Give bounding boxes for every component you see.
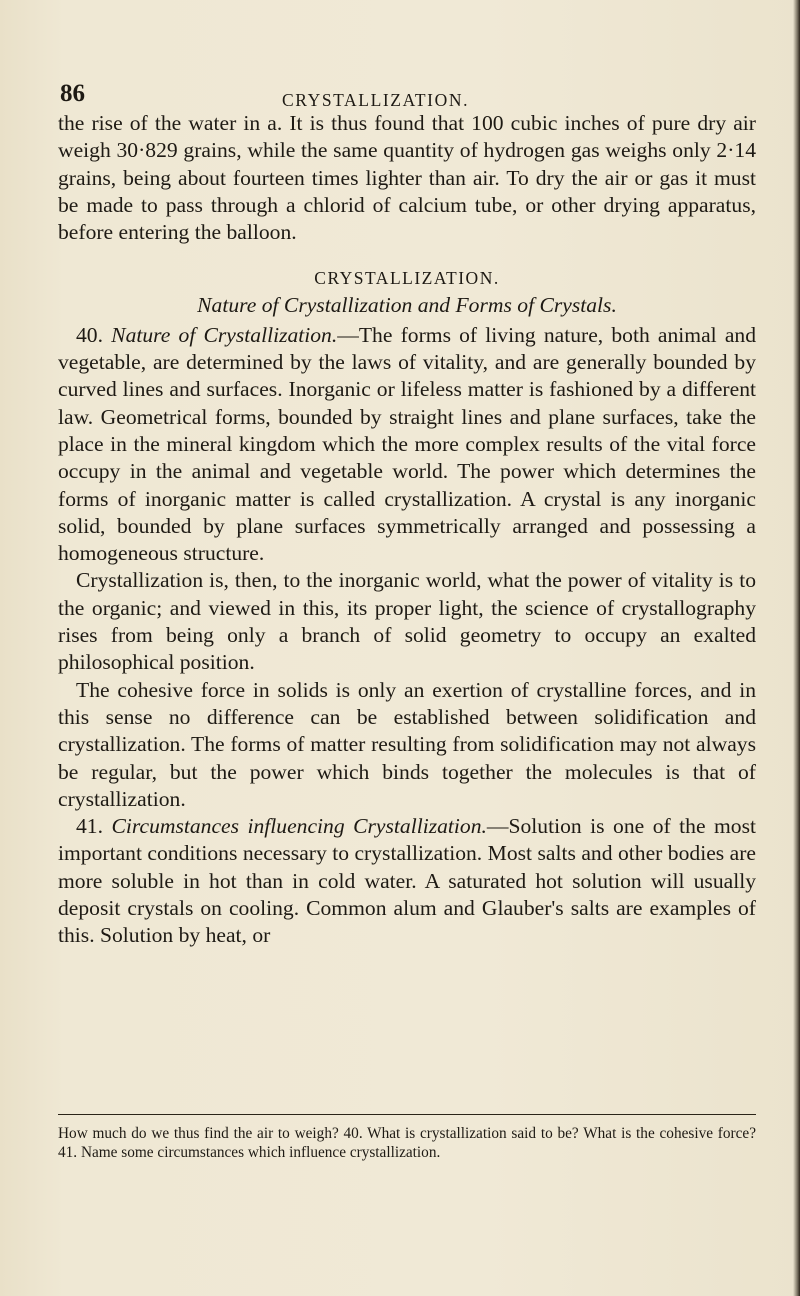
paragraph-number: 41. bbox=[76, 814, 103, 839]
paragraph-heading: Circumstances influencing Crystallization. bbox=[111, 814, 487, 839]
paragraph-heading: Nature of Crystallization. bbox=[111, 322, 338, 347]
paragraph-text: —Solution is one of the most important conditions necessary to crystallization. Most salts and other bodies are more soluble in hot than in cold water. A saturated hot solution will usually deposit crystals on cooling. Common alum and Glauber's salts are examples of this. Solution by heat, or bbox=[58, 814, 756, 948]
paragraph-number: 40. bbox=[76, 322, 103, 347]
page-number: 86 bbox=[60, 80, 85, 107]
footnote-divider bbox=[58, 1114, 756, 1115]
paragraph-40b: Crystallization is, then, to the inorganic world, what the power of vitality is to the organic; and viewed in this, its proper light, the science of crystallography rises from being only a branch of solid geometry to occupy an exalted philosophical position. bbox=[58, 568, 756, 675]
section-title: CRYSTALLIZATION. bbox=[314, 268, 500, 289]
body-text bbox=[58, 110, 756, 950]
page-edge-shadow bbox=[793, 0, 800, 1296]
page-header bbox=[60, 80, 750, 114]
continuation-paragraph: the rise of the water in a. It is thus found that 100 cubic inches of pure dry air weigh 30·829 grains, while the same quantity of hydrogen gas weighs only 2·14 grains, being about fourteen times lighter than air. To dry the air or gas it must be made to pass through a chlorid of calcium tube, or other drying apparatus, before entering the balloon. bbox=[58, 111, 756, 245]
footnote-questions: How much do we thus find the air to weigh? 40. What is crystallization said to be? What is the cohesive force? 41. Name some circumstances which influence crystallization. bbox=[58, 1125, 756, 1161]
paragraph-40c: The cohesive force in solids is only an exertion of crystalline forces, and in this sense no difference can be established between solidification and crystallization. The forms of matter resulting from solidification may not always be regular, but the power which binds together the molecules is that of crystallization. bbox=[58, 677, 756, 811]
section-subtitle: Nature of Crystallization and Forms of Crystals. bbox=[197, 293, 617, 318]
paragraph-text: —The forms of living nature, both animal and vegetable, are determined by the laws of vitality, and are generally bounded by curved lines and surfaces. Inorganic or lifeless matter is fashioned by a different law. Geometrical forms, bounded by straight lines and plane surfaces, take the place in the mineral kingdom which the more complex results of the vital force occupy in the animal and vegetable world. The power which determines the forms of inorganic matter is called crystallization. A crystal is any inorganic solid, bounded by plane surfaces symmetrically arranged and possessing a homogeneous structure. bbox=[58, 322, 757, 566]
paragraph-41 bbox=[58, 813, 756, 949]
paragraph-40 bbox=[58, 322, 756, 568]
running-head: CRYSTALLIZATION. bbox=[282, 90, 470, 110]
